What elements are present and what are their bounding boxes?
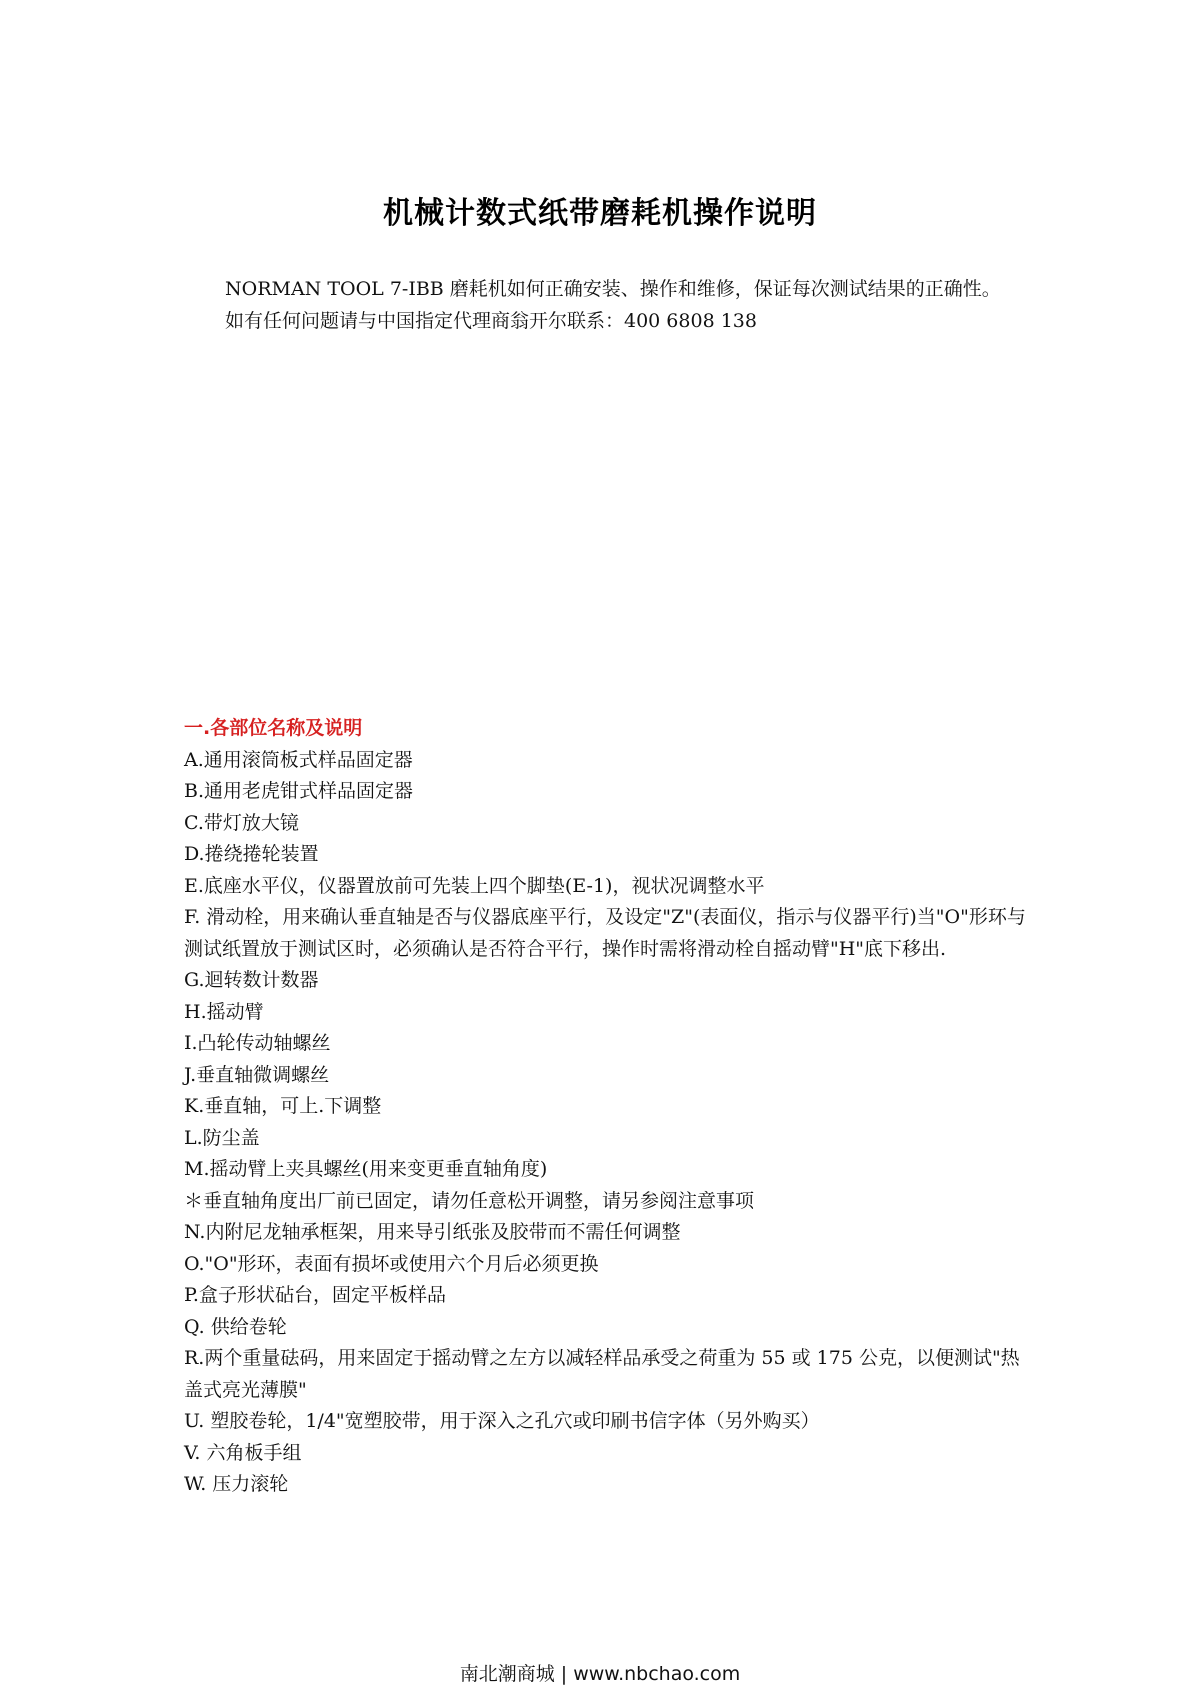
section-heading: 一.各部位名称及说明 <box>184 717 363 739</box>
intro <box>184 273 1030 337</box>
list-item: ＊垂直轴角度出厂前已固定，请勿任意松开调整，请另参阅注意事项 <box>184 1189 755 1212</box>
list-item: K.垂直轴，可上.下调整 <box>184 1095 382 1117</box>
list-item: Q. 供给卷轮 <box>184 1315 287 1338</box>
list-item: R.两个重量砝码，用来固定于摇动臂之左方以减轻样品承受之荷重为 55 或 175 公克，以便测试"热盖式亮光薄膜" <box>184 1347 1020 1401</box>
list-item: A.通用滚筒板式样品固定器 <box>184 748 413 771</box>
list-item: F. 滑动栓，用来确认垂直轴是否与仪器底座平行，及设定"Z"(表面仪，指示与仪器平行)当"O"形环与测试纸置放于测试区时，必须确认是否符合平行，操作时需将滑动栓自摇动臂"H"底下移出. <box>184 906 1026 960</box>
list-item: H.摇动臂 <box>184 1000 264 1023</box>
list-item: M.摇动臂上夹具螺丝(用来变更垂直轴角度) <box>184 1158 548 1180</box>
list-item: D.捲绕捲轮装置 <box>184 843 319 865</box>
list-item: V. 六角板手组 <box>184 1441 302 1464</box>
list-item: G.迴转数计数器 <box>184 969 319 991</box>
list-item: B.通用老虎钳式样品固定器 <box>184 780 414 802</box>
parts-section <box>184 713 1030 1501</box>
footer-watermark: 南北潮商城 | www.nbchao.com <box>459 1663 741 1685</box>
list-item: I.凸轮传动轴螺丝 <box>184 1032 331 1054</box>
list-item: N.内附尼龙轴承框架，用来导引纸张及胶带而不需任何调整 <box>184 1221 681 1243</box>
list-item: O."O"形环，表面有损坏或使用六个月后必须更换 <box>184 1252 599 1275</box>
list-item: U. 塑胶卷轮，1/4"宽塑胶带，用于深入之孔穴或印刷书信字体（另外购买） <box>184 1410 820 1432</box>
list-item: W. 压力滚轮 <box>184 1473 289 1495</box>
intro-contact-line: 如有任何问题请与中国指定代理商翁开尔联系：400 6808 138 <box>225 310 757 332</box>
intro-product-line: NORMAN TOOL 7-IBB 磨耗机如何正确安装、操作和维修，保证每次测试结果的正确性。 <box>225 278 1001 300</box>
list-item: C.带灯放大镜 <box>184 811 299 834</box>
list-item: L.防尘盖 <box>184 1126 260 1149</box>
parts-list <box>184 745 1030 1501</box>
list-item: J.垂直轴微调螺丝 <box>184 1063 330 1086</box>
page-title: 机械计数式纸带磨耗机操作说明 <box>383 196 817 231</box>
list-item: E.底座水平仪，仪器置放前可先装上四个脚垫(E-1)，视状况调整水平 <box>184 874 765 897</box>
list-item: P.盒子形状砧台，固定平板样品 <box>184 1284 446 1306</box>
